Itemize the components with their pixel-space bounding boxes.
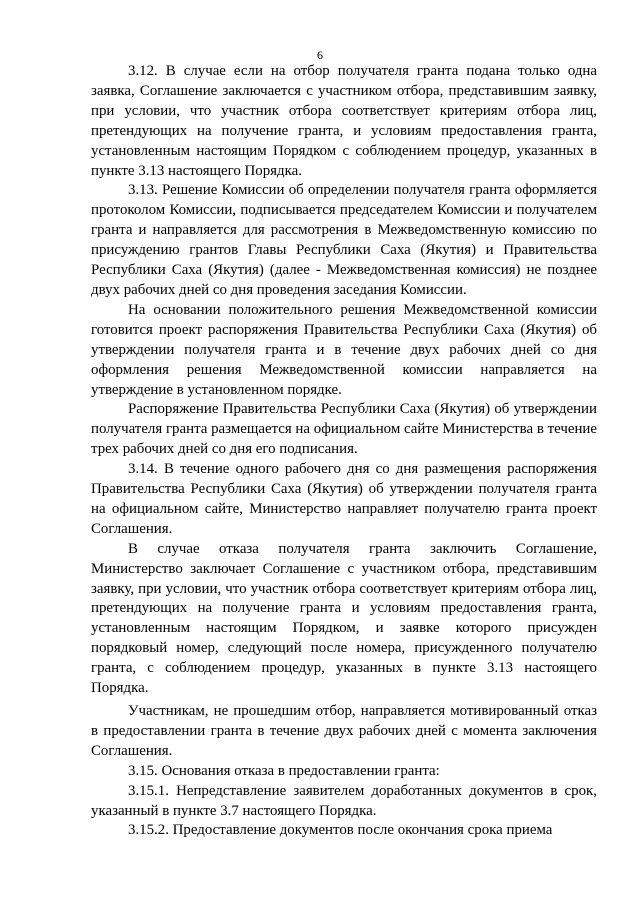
paragraph-3-14: 3.14. В течение одного рабочего дня со дня размещения распоряжения Правительства Республики Саха (Якутия) об утверждении получателя гранта на официальном сайте, Министерство направляет получателю гранта проект Соглашения. (91, 461, 597, 537)
page-number: 6 (317, 48, 323, 62)
paragraph-3-15-2: 3.15.2. Предоставление документов после окончания срока приема (128, 822, 553, 839)
paragraph-interagency-decision: На основании положительного решения Межведомственной комиссии готовится проект распоряжения Правительства Республики Саха (Якутия) об утверждении получателя гранта и в течение двух рабочих дней со дня оформления решения Межведомственной комиссии направляется на утверждение в установленном порядке. (91, 301, 597, 398)
paragraph-refusal-case: В случае отказа получателя гранта заключить Соглашение, Министерство заключает Соглашение с участником отбора, представившим заявку, при условии, что участник отбора соответствует критериям отбора лиц, претендующих на получение гранта и условиям предоставления гранта, установленным настоящим Порядком, и заявке которого присужден порядковый номер, следующий после номера, присужденного получателю гранта, с соблюдением процедур, указанных в пункте 3.13 настоящего Порядка. (91, 540, 597, 697)
document-body (91, 62, 597, 841)
paragraph-participants-refusal: Участникам, не прошедшим отбор, направляется мотивированный отказ в предоставлении гранта в течение двух рабочих дней с момента заключения Соглашения. (91, 703, 597, 759)
paragraph-3-13: 3.13. Решение Комиссии об определении получателя гранта оформляется протоколом Комиссии, подписывается председателем Комиссии и получателем гранта и направляется для рассмотрения в Межведомственную комиссию по присуждению грантов Главы Республики Саха (Якутия) и Правительства Республики Саха (Якутия) (далее - Межведомственная комиссия) не позднее двух рабочих дней со дня проведения заседания Комиссии. (91, 182, 597, 298)
paragraph-3-12: 3.12. В случае если на отбор получателя гранта подана только одна заявка, Соглашение заключается с участником отбора, представившим заявку, при условии, что участник отбора соответствует критериям отбора лиц, претендующих на получение гранта, и условиям предоставления гранта, установленным настоящим Порядком с соблюдением процедур, указанных в пункте 3.13 настоящего Порядка. (91, 63, 597, 179)
paragraph-3-15: 3.15. Основания отказа в предоставлении гранта: (128, 762, 440, 779)
paragraph-order-publication: Распоряжение Правительства Республики Саха (Якутия) об утверждении получателя гранта размещается на официальном сайте Министерства в течение трех рабочих дней со дня его подписания. (91, 401, 597, 458)
paragraph-3-15-1: 3.15.1. Непредставление заявителем доработанных документов в срок, указанный в пункте 3.7 настоящего Порядка. (91, 782, 597, 819)
